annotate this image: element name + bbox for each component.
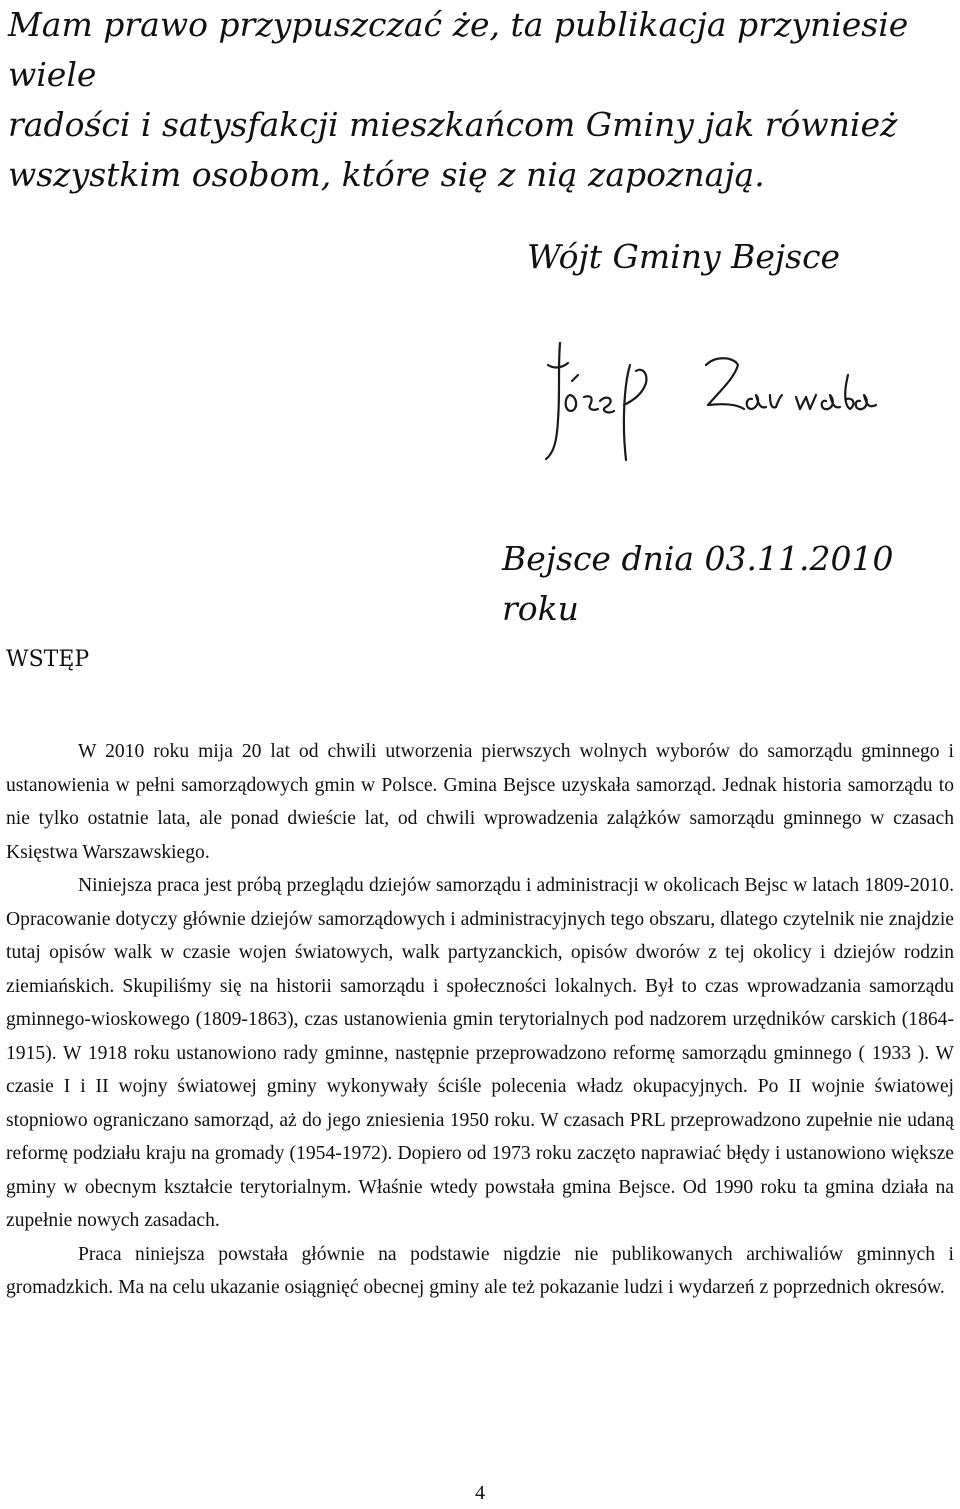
body-text (6, 735, 954, 1305)
handwritten-signature (538, 335, 883, 475)
paragraph: Niniejsza praca jest próbą przeglądu dziejów samorządu i administracji w okolicach Bejsc w latach 1809-2010. Opracowanie dotyczy głównie dziejów samorządowych i administracyjnych tego obszaru, dlatego czytelnik nie znajdzie tutaj opisów walk w czasie wojen światowych, walk partyzanckich, opisów dworów z tej okolicy i dziejów rodzin ziemiańskich. Skupiliśmy się na historii samorządu i społeczności lokalnych. Był to czas wprowadzania samorządu gminnego-wioskowego (1809-1863), czas ustanowienia gmin terytorialnych pod nadzorem urzędników carskich (1864-1915). W 1918 roku ustanowiono rady gminne, następnie przeprowadzono reformę samorządu gminnego ( 1933 ). W czasie I i II wojny światowej gminy wykonywały ściśle polecenia władz okupacyjnych. Po II wojnie światowej stopniowo ograniczano samorząd, aż do jego zniesienia 1950 roku. W czasach PRL przeprowadzono zupełnie nie udaną reformę podziału kraju na gromady (1954-1972). Dopiero od 1973 roku zaczęto naprawiać błędy i ustanowiono większe gminy w obecnym kształcie terytorialnym. Właśnie wtedy powstała gmina Bejsce. Od 1990 roku ta gmina działa na zupełnie nowych zasadach. (6, 875, 954, 1231)
intro-line: Mam prawo przypuszczać że, ta publikacja przyniesie wiele (8, 5, 909, 94)
page-number: 4 (475, 1482, 485, 1504)
paragraph: W 2010 roku mija 20 lat od chwili utworzenia pierwszych wolnych wyborów do samorządu gminnego i ustanowienia w pełni samorządowych gmin w Polsce. Gmina Bejsce uzyskała samorząd. Jednak historia samorządu to nie tylko ostatnie lata, ale ponad dwieście lat, od chwili wprowadzenia zalążków samorządu gminnego w czasach Księstwa Warszawskiego. (6, 741, 954, 863)
signatory-title: Wójt Gminy Bejsce (527, 237, 841, 276)
intro-line: wszystkim osobom, które się z nią zapoznają. (8, 155, 765, 194)
intro-line: radości i satysfakcji mieszkańcom Gminy jak również (8, 105, 898, 144)
intro-text (8, 0, 953, 200)
paragraph: Praca niniejsza powstała głównie na podstawie nigdzie nie publikowanych archiwaliów gminnych i gromadzkich. Ma na celu ukazanie osiągnięć obecnej gminy ale też pokazanie ludzi i wydarzeń z poprzednich okresów. (6, 1243, 954, 1298)
section-heading: WSTĘP (6, 647, 90, 672)
signature-date: Bejsce dnia 03.11.2010 roku (502, 539, 894, 628)
